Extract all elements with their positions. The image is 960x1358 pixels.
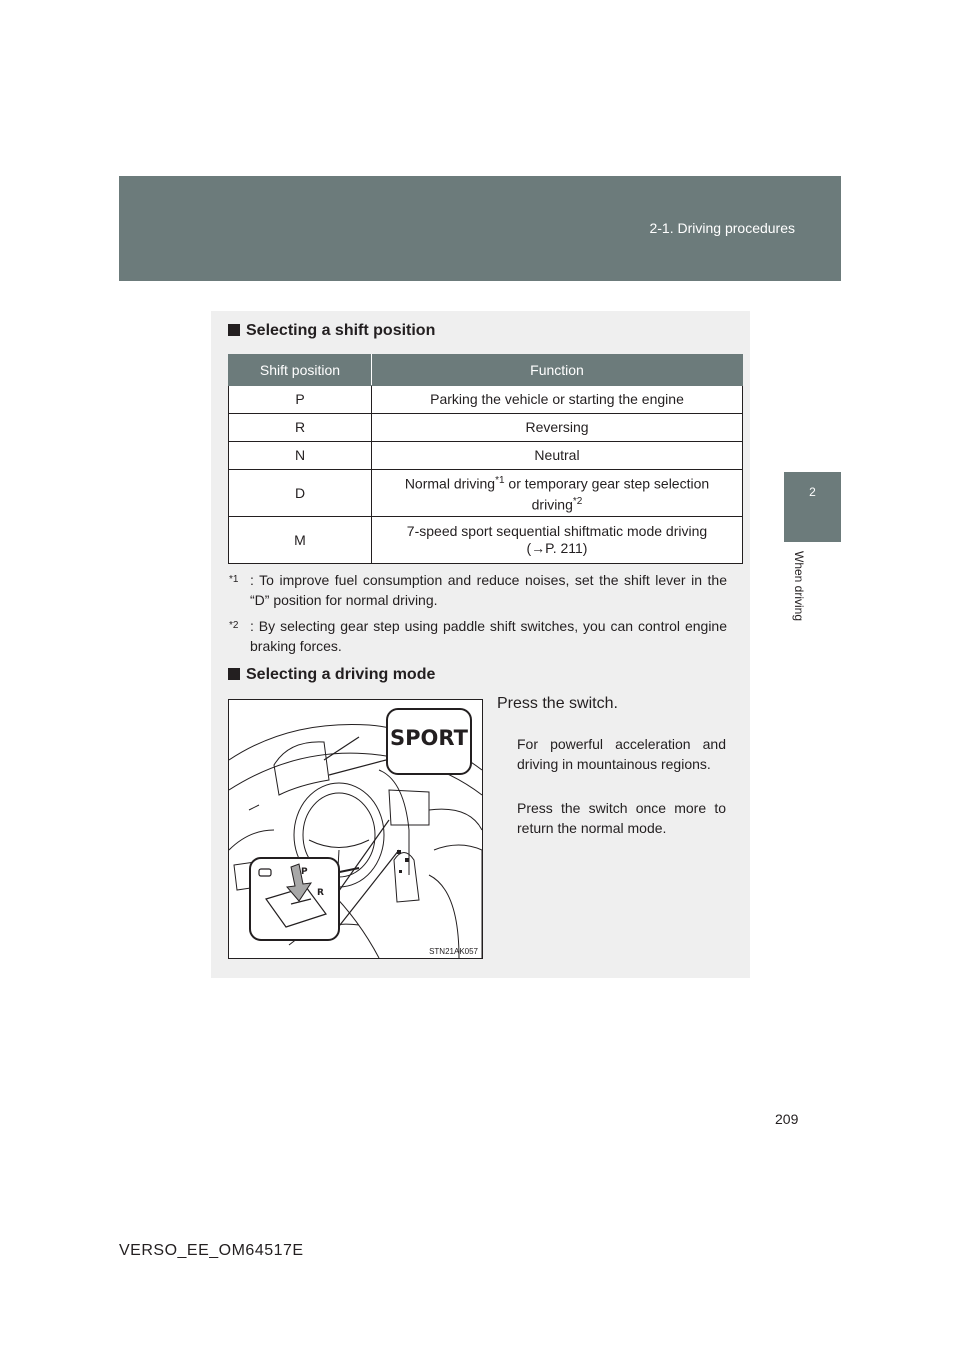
- header-title: 2-1. Driving procedures: [649, 220, 795, 236]
- header-band: [119, 176, 841, 281]
- footnote-mark: *1: [229, 574, 239, 585]
- table-row: [229, 517, 743, 564]
- table-cell-position: D: [229, 470, 372, 517]
- square-bullet-icon: [228, 324, 240, 336]
- footnote-1: [229, 570, 727, 610]
- table-cell-position: N: [229, 442, 372, 470]
- square-bullet-icon: [228, 668, 240, 680]
- page-number: 209: [775, 1111, 799, 1127]
- shift-position-table: [228, 354, 743, 564]
- content-panel: [211, 311, 750, 978]
- table-cell-function: [372, 517, 743, 564]
- chapter-number: 2: [809, 485, 816, 499]
- table-cell-position: R: [229, 414, 372, 442]
- function-text: driving: [531, 496, 573, 513]
- footnote-text: : By selecting gear step using paddle shift switches, you can control engine braking forces.: [250, 618, 727, 654]
- table-cell-function: [372, 470, 743, 517]
- table-cell-function: Parking the vehicle or starting the engine: [372, 386, 743, 414]
- section-heading-driving-mode: [228, 666, 435, 684]
- table-row: [229, 442, 743, 470]
- description-paragraph: Press the switch once more to return the normal mode.: [517, 800, 726, 836]
- table-cell-function: Reversing: [372, 414, 743, 442]
- instruction-text: Press the switch.: [497, 695, 618, 712]
- table-cell-function: Neutral: [372, 442, 743, 470]
- footnote-ref: *2: [572, 496, 583, 507]
- table-row: [229, 414, 743, 442]
- sport-button-callout: [386, 708, 472, 775]
- table-cell-position: M: [229, 517, 372, 564]
- gear-letter-p: P: [301, 867, 308, 877]
- chapter-label: When driving: [792, 551, 806, 622]
- table-cell-position: P: [229, 386, 372, 414]
- gear-letter-r: R: [317, 888, 324, 898]
- chapter-tab: [784, 472, 841, 542]
- table-row: [229, 470, 743, 517]
- footnote-ref: *1: [495, 475, 505, 487]
- function-text: 7-speed sport sequential shiftmatic mode driving: [406, 523, 708, 539]
- section-heading-shift-position: [228, 322, 435, 340]
- function-text: or temporary gear step selection: [504, 476, 710, 492]
- footnote-2: [229, 616, 727, 656]
- table-row: [229, 386, 743, 414]
- description-paragraph: For powerful acceleration and driving in mountainous regions.: [517, 736, 726, 772]
- section-heading-text: Selecting a shift position: [246, 322, 436, 339]
- table-header-cell: Function: [372, 355, 743, 386]
- switch-press-icon: [251, 859, 338, 939]
- dashboard-illustration: [228, 699, 483, 959]
- footnote-text: : To improve fuel consumption and reduce noises, set the shift lever in the “D” position for normal driving.: [250, 572, 727, 608]
- footnote-mark: *2: [229, 620, 239, 631]
- illustration-code: STN21AK057: [429, 947, 478, 956]
- document-code: VERSO_EE_OM64517E: [119, 1242, 304, 1259]
- sport-button-label: SPORT: [390, 726, 468, 750]
- table-header-row: [229, 355, 743, 386]
- section-heading-text: Selecting a driving mode: [246, 666, 436, 683]
- table-header-cell: Shift position: [229, 355, 372, 386]
- page-reference: (→P. 211): [526, 540, 588, 556]
- function-text: Normal driving: [404, 476, 496, 492]
- switch-zoom-callout: [249, 857, 340, 941]
